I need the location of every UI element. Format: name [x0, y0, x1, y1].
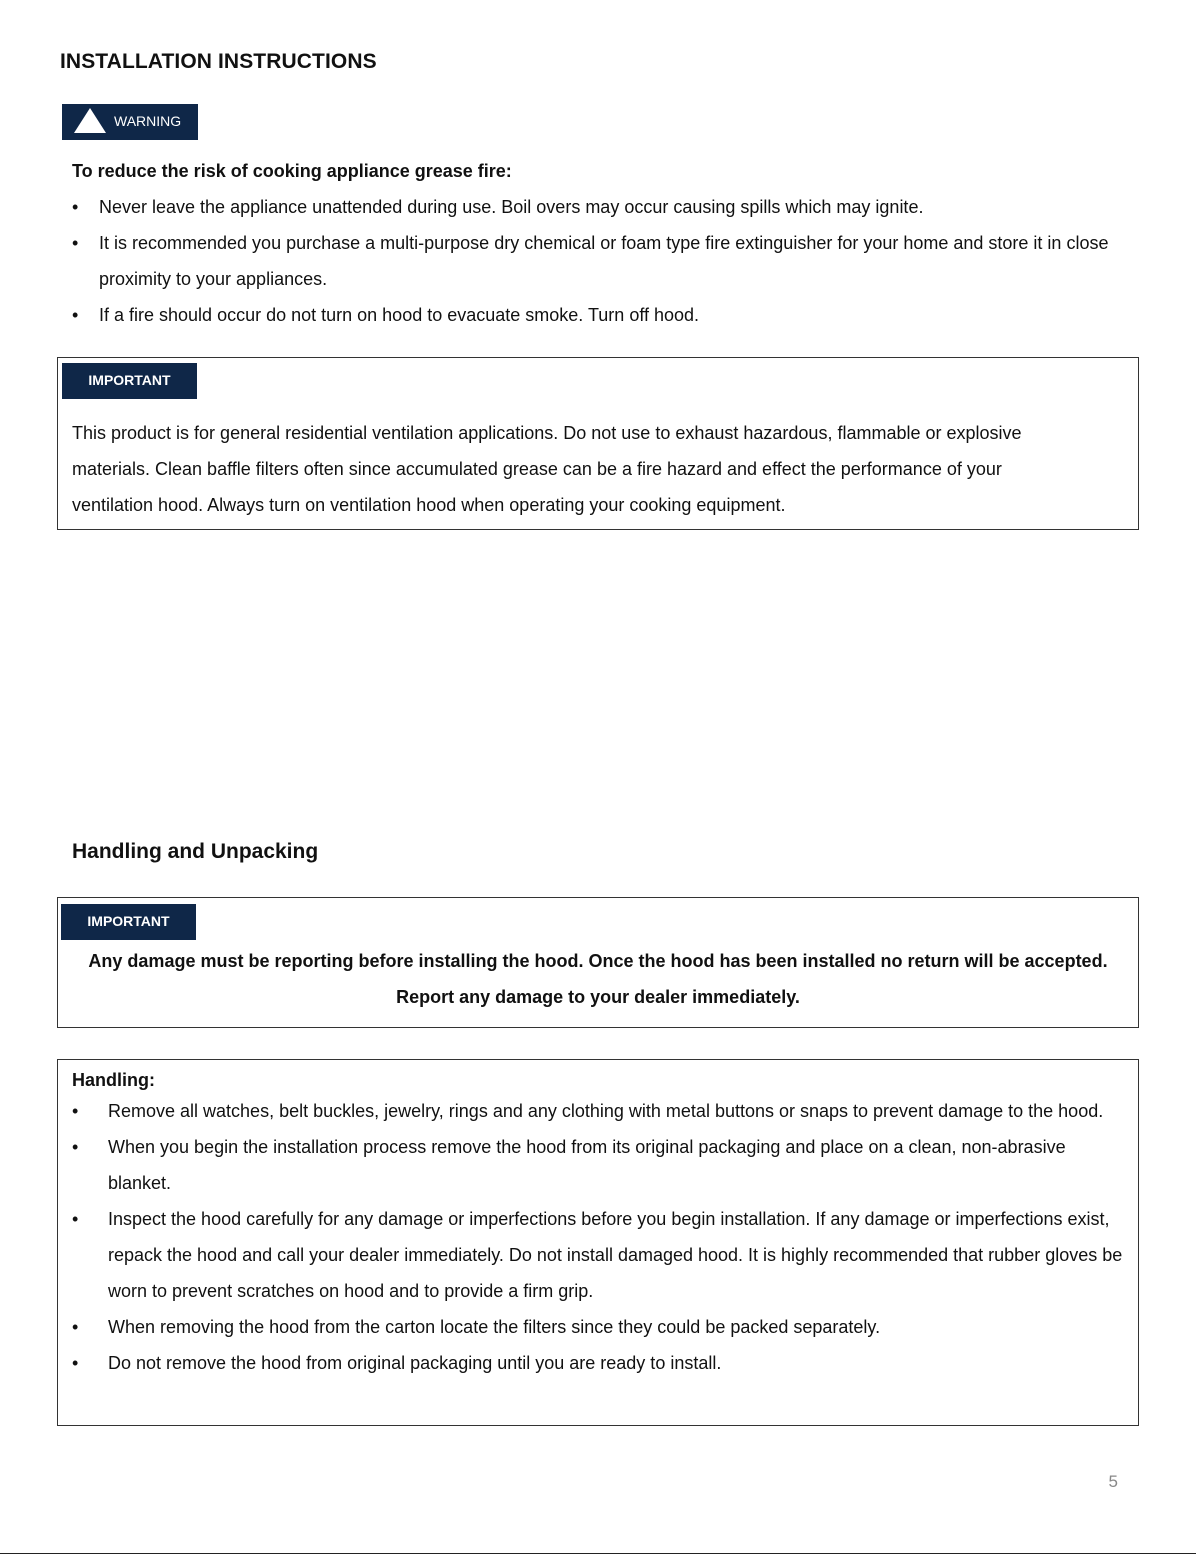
warning-badge-label: WARNING	[114, 113, 182, 129]
bullet-icon: •	[72, 1317, 79, 1337]
handling-heading: Handling:	[72, 1070, 155, 1090]
section-heading: Handling and Unpacking	[72, 840, 319, 863]
bullet-icon: •	[72, 1353, 79, 1373]
warning-item-text: If a fire should occur do not turn on hood to evacuate smoke. Turn off hood.	[99, 305, 700, 325]
important-text: This product is for general residential ventilation applications. Do not use to exhaust hazardous, flammable or explosive materials. Clean baffle filters often since accumulated grease can be a fire hazard and effect the performance of your ventilation hood. Always turn on ventilation hood when operating your cooking equipment.	[72, 423, 1022, 515]
warning-section	[72, 153, 1132, 333]
list-item	[72, 225, 1132, 297]
handling-item-text: Do not remove the hood from original packaging until you are ready to install.	[108, 1353, 722, 1373]
handling-item-text: Remove all watches, belt buckles, jewelry, rings and any clothing with metal buttons or snaps to prevent damage to the hood.	[108, 1101, 1104, 1121]
list-item	[72, 1129, 1128, 1201]
list-item	[72, 297, 1132, 333]
page-title: INSTALLATION INSTRUCTIONS	[60, 50, 377, 73]
bullet-icon: •	[72, 305, 79, 325]
bullet-icon: •	[72, 1137, 79, 1157]
warning-item-text: It is recommended you purchase a multi-purpose dry chemical or foam type fire extinguisher for your home and store it in close proximity to your appliances.	[99, 233, 1109, 289]
bullet-icon: •	[72, 233, 79, 253]
warning-item-text: Never leave the appliance unattended during use. Boil overs may occur causing spills which may ignite.	[99, 197, 924, 217]
list-item	[72, 1309, 1128, 1345]
list-item	[72, 1093, 1128, 1129]
damage-notice-text: Any damage must be reporting before installing the hood. Once the hood has been installed no return will be accepted. Report any damage to your dealer immediately.	[88, 951, 1108, 1007]
handling-item-text: When you begin the installation process remove the hood from its original packaging and place on a clean, non-abrasive blanket.	[108, 1137, 1066, 1193]
bullet-icon: •	[72, 197, 79, 217]
important-badge	[62, 363, 197, 399]
handling-list	[72, 1093, 1128, 1381]
list-item	[72, 1345, 1128, 1381]
handling-section	[72, 1093, 1128, 1381]
list-item	[72, 1201, 1128, 1309]
warning-heading: To reduce the risk of cooking appliance grease fire:	[72, 161, 512, 181]
list-item	[72, 189, 1132, 225]
handling-item-text: Inspect the hood carefully for any damage or imperfections before you begin installation. If any damage or imperfections exist, repack the hood and call your dealer immediately. Do not install damaged hood. It is highly recommended that rubber gloves be worn to prevent scratches on hood and to provide a firm grip.	[108, 1209, 1123, 1301]
warning-triangle-icon	[74, 108, 106, 133]
handling-item-text: When removing the hood from the carton locate the filters since they could be packed separately.	[108, 1317, 881, 1337]
warning-list	[72, 189, 1132, 333]
footer-divider	[0, 1553, 1196, 1554]
bullet-icon: •	[72, 1101, 79, 1121]
warning-badge	[62, 104, 198, 140]
page-number: 5	[1108, 1472, 1118, 1491]
important-badge-label: IMPORTANT	[87, 913, 170, 929]
bullet-icon: •	[72, 1209, 79, 1229]
important-badge	[61, 904, 196, 940]
important-badge-label: IMPORTANT	[88, 372, 171, 388]
